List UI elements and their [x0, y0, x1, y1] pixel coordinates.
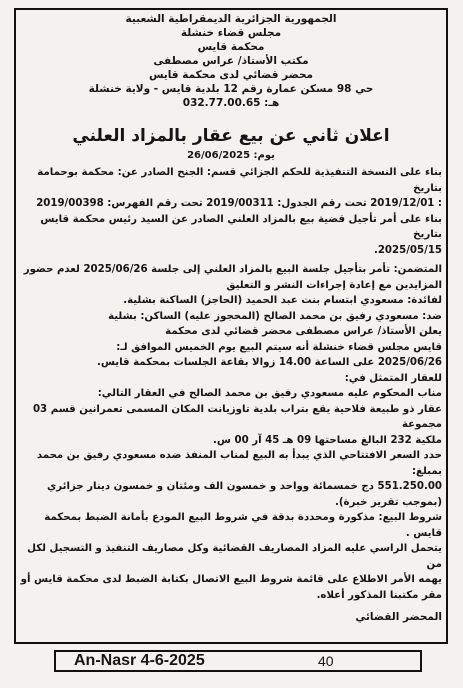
signature: المحضر القضائي	[355, 611, 442, 623]
notice-date: يوم: 26/06/2025	[187, 150, 275, 161]
header-line-council: مجلس قضاء خنشلة	[180, 27, 282, 39]
body-line: قايس مجلس قضاء خنشلة أنه سيتم البيع يوم الخميس الموافق لـ:	[116, 341, 442, 353]
body-line: ضد: مسعودي رفيق بن محمد الصالح (المحجوز عليه) الساكن: بشلية	[108, 310, 442, 322]
body-line: 2025/06/26 على الساعة 14.00 زوالا بقاعة الجلسات بمحكمة قايس.	[96, 357, 442, 368]
header-address: حي 98 مسكن عمارة رقم 12 بلدية قايس - ولاية خنشلة	[88, 83, 374, 95]
footer-bar	[54, 650, 422, 672]
notice-title: اعلان ثاني عن بيع عقار بالمزاد العلني	[72, 126, 390, 146]
body-line: ملكية 232 البالغ مساحتها 09 هـ 45 آر 00 س.	[213, 434, 442, 446]
header-line-republic: الجمهورية الجزائرية الديمقراطية الشعبية	[125, 13, 337, 25]
header-phone: هـ: 032.77.00.65	[182, 97, 280, 109]
body-line: المتضمن: تأمر بتأجيل جلسة البيع بالمزاد العلني إلى جلسة 2025/06/26 لعدم حضور	[23, 264, 442, 275]
page-number: 40	[318, 653, 334, 669]
body-line: 551.250.00 دج خمسمائة وواحد و خمسون الف ومئتان و خمسون دينار جزائري	[46, 481, 442, 492]
body-line: : 2019/12/01 تحت رقم الجدول: 2019/00311 تحت رقم الفهرس: 2019/00398	[36, 198, 442, 209]
body-line: لفائدة: مسعودي ابتسام بنت عبد الحميد (الحاجز) الساكنة بشلية.	[123, 295, 442, 306]
body-line: مناب المحكوم عليه مسعودي رفيق بن محمد الصالح في العقار التالي:	[97, 388, 442, 399]
header-line-bailiff: محضر قضائي لدى محكمة قايس	[148, 69, 314, 81]
notice-header	[20, 12, 442, 110]
notice-body	[20, 165, 442, 603]
body-line: حدد السعر الافتتاحي الذي يبدأ به البيع لمناب المنفذ ضده مسعودي رفيق بن محمد بمبلغ:	[36, 450, 442, 477]
body-line: 2025/05/15.	[373, 244, 442, 256]
notice-content	[20, 12, 442, 623]
body-line: مقر مكتبنا المذكور أعلاه.	[316, 589, 442, 601]
body-line: يتحمل الراسي عليه المزاد المصاريف القضائية وكل مصاريف التنفيذ و التسجيل لكل من	[27, 543, 442, 570]
body-line: يهمه الأمر الاطلاع على قائمة شروط البيع الاتصال بكتابة الضبط لدى محكمة قايس أو	[20, 574, 442, 585]
body-line: بناء على أمر تأجيل قضية بيع بالمزاد العلني الصادر عن السيد رئيس محكمة قايس بتاريخ	[40, 213, 442, 240]
body-line: المزايدين مع إعادة إجراءات النشر و التعليق	[226, 279, 442, 291]
publication-label: An-Nasr 4-6-2025	[74, 652, 205, 669]
body-line: شروط البيع: مذكورة ومحددة بدقة في شروط البيع المودع بأمانة الضبط بمحكمة قايس .	[44, 512, 442, 539]
header-line-office: مكتب الأستاذ/ عراس مصطفى	[153, 55, 309, 67]
header-line-court: محكمة قايس	[197, 41, 265, 53]
body-line: عقار ذو طبيعة فلاحية يقع بتراب بلدية تاوزيانت المكان المسمى تعمرانين قسم 03 مجموعة	[32, 403, 442, 430]
body-line: بناء على النسخة التنفيذية للحكم الجزائي قسم: الجنح الصادر عن: محكمة بوحمامة بتاريخ	[37, 167, 442, 194]
body-line: (بموجب تقرير خبرة).	[335, 496, 442, 508]
body-line: يعلن الأستاذ/ عراس مصطفى محضر قضائي لدى محكمة	[165, 326, 442, 337]
body-line: للعقار المتمثل في:	[344, 372, 442, 384]
